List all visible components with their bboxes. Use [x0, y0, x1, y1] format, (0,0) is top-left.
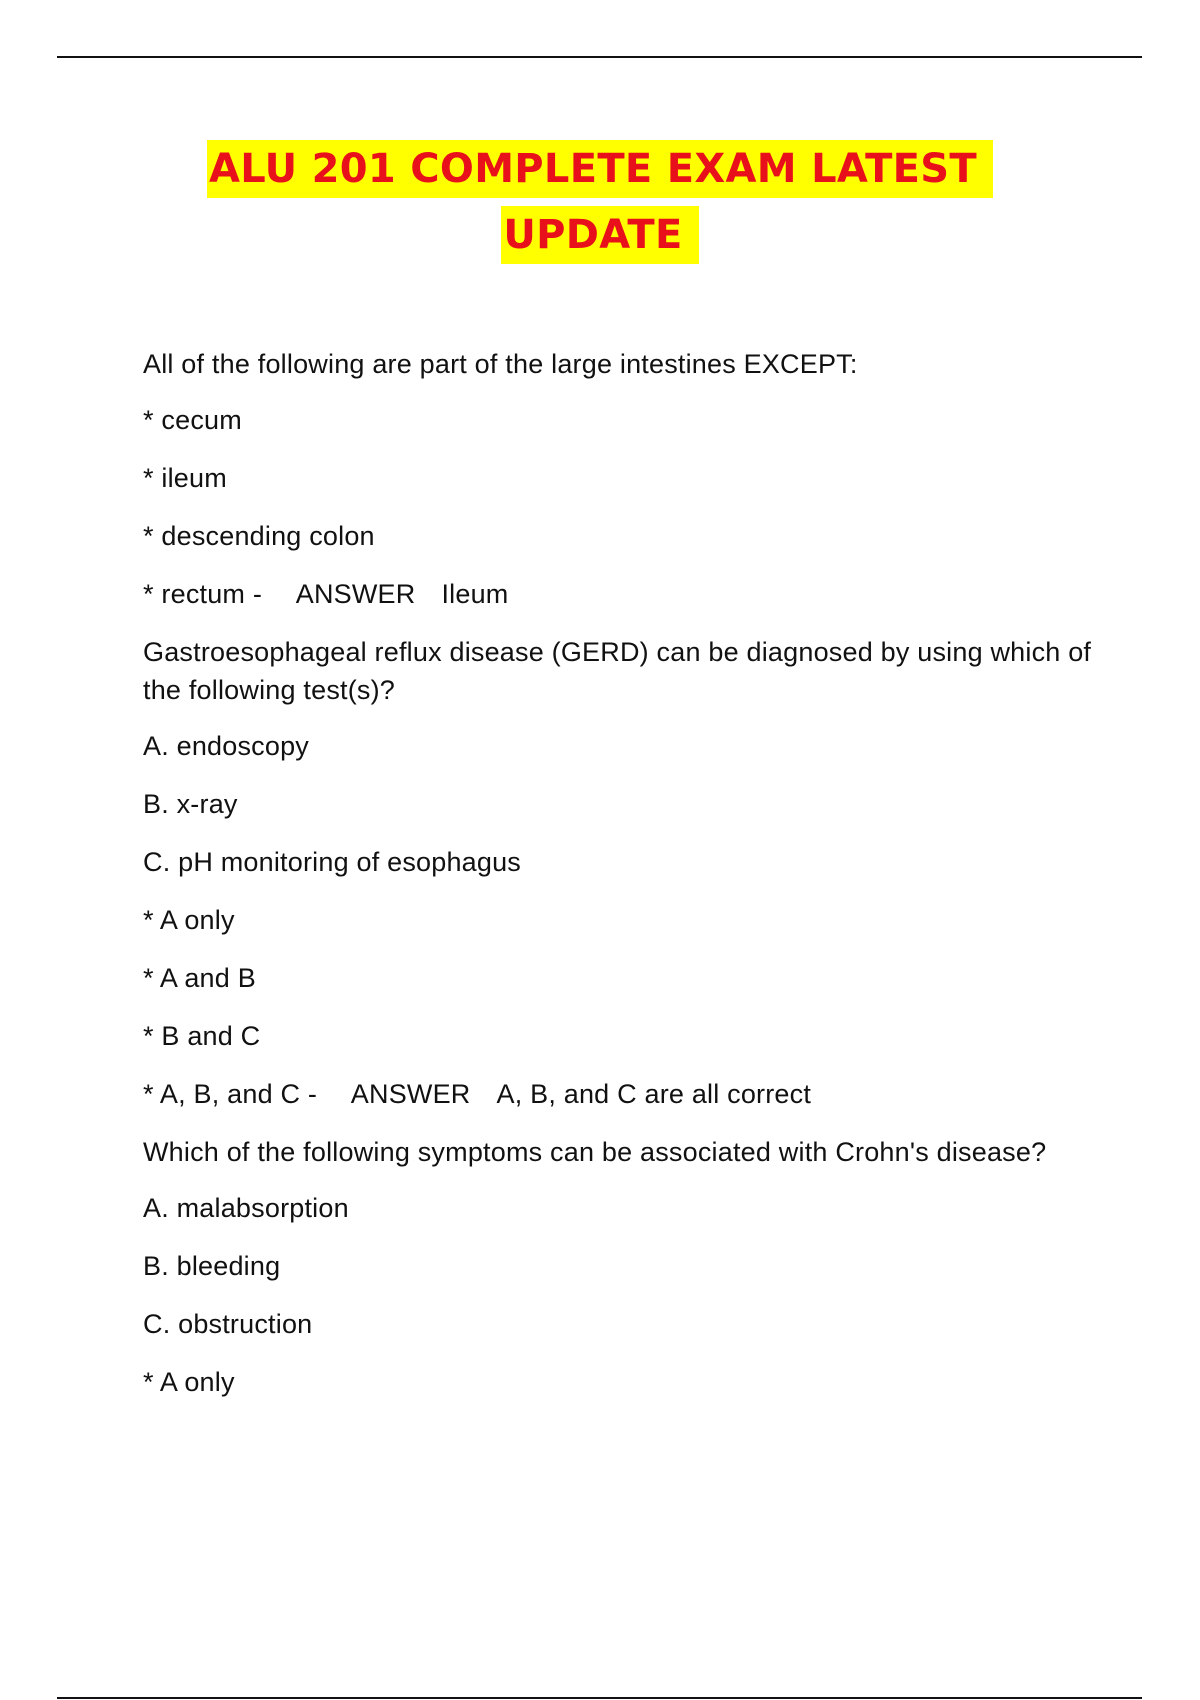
question-2-option: C. pH monitoring of esophagus — [143, 847, 522, 877]
question-2-option: * B and C — [143, 1021, 261, 1051]
question-1-option: * ileum — [143, 463, 227, 493]
answer-label: ANSWER — [350, 1079, 471, 1109]
question-3-option: * A only — [143, 1367, 235, 1397]
title-line-2 — [0, 206, 1200, 264]
question-2-prompt: Gastroesophageal reflux disease (GERD) can be diagnosed by using which of the following test(s)? — [143, 637, 1099, 705]
question-2-last-option: * A, B, and C - — [143, 1079, 325, 1109]
question-1-answer-line — [143, 575, 1093, 613]
question-3-option: B. bleeding — [143, 1251, 281, 1281]
answer-label: ANSWER — [295, 579, 416, 609]
question-list — [143, 345, 1099, 1421]
question-2-option: A. endoscopy — [143, 731, 310, 761]
question-1-last-option: * rectum - — [143, 579, 270, 609]
title-text-2: UPDATE — [501, 206, 698, 264]
question-1-option: * descending colon — [143, 521, 375, 551]
top-divider — [57, 56, 1142, 58]
title-text-1: ALU 201 COMPLETE EXAM LATEST — [207, 140, 993, 198]
question-2-answer-line — [143, 1075, 1093, 1113]
question-3-prompt: Which of the following symptoms can be associated with Crohn's disease? — [143, 1137, 1047, 1167]
answer-text: Ileum — [441, 579, 509, 609]
question-1-prompt: All of the following are part of the large intestines EXCEPT: — [143, 349, 858, 379]
bottom-divider — [57, 1697, 1142, 1699]
document-title — [0, 140, 1200, 264]
answer-text: A, B, and C are all correct — [496, 1079, 812, 1109]
question-3-option: C. obstruction — [143, 1309, 313, 1339]
question-3-option: A. malabsorption — [143, 1193, 349, 1223]
question-2-option: * A only — [143, 905, 235, 935]
question-2-option: * A and B — [143, 963, 256, 993]
title-line-1 — [0, 140, 1200, 198]
question-2-option: B. x-ray — [143, 789, 238, 819]
question-1-option: * cecum — [143, 405, 242, 435]
